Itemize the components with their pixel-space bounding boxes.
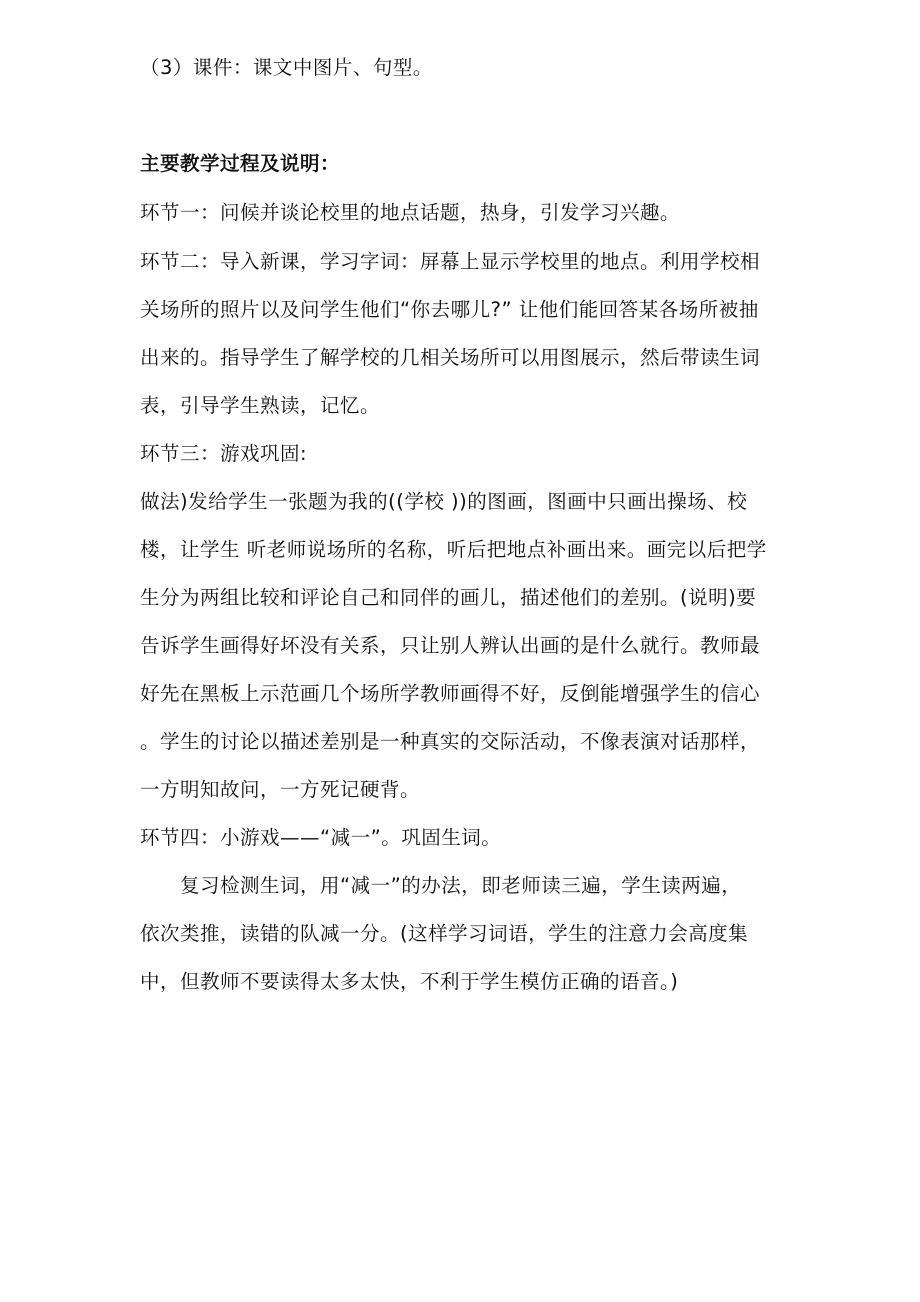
step3-line: 一方明知故问，一方死记硬背。	[140, 778, 421, 801]
section-heading: 主要教学过程及说明：	[140, 152, 341, 175]
step2-line: 关场所的照片以及问学生他们“你去哪儿?” 让他们能回答某各场所被抽	[140, 298, 759, 321]
step4-line: 中，但教师不要读得太多太快，不利于学生模仿正确的语音。)	[140, 970, 679, 993]
step4-line: 依次类推，读错的队减一分。(这样学习词语，学生的注意力会高度集	[140, 922, 749, 945]
step3-line: 告诉学生画得好坏没有关系，只让别人辨认出画的是什么就行。教师最	[140, 634, 761, 657]
step3-line: 生分为两组比较和评论自己和同伴的画儿，描述他们的差别。(说明)要	[140, 586, 757, 609]
step3-line: 好先在黑板上示范画几个场所学教师画得不好，反倒能增强学生的信心	[140, 682, 761, 705]
step2-line: 表，引导学生熟读，记忆。	[140, 394, 381, 417]
step3-line: 做法)发给学生一张题为我的((学校 ))的图画，图画中只画出操场、校	[140, 490, 748, 513]
step4-line: 复习检测生词，用“减一”的办法，即老师读三遍，学生读两遍，	[180, 874, 742, 897]
step3-line: 。学生的讨论以描述差别是一种真实的交际活动，不像表演对话那样，	[140, 730, 761, 753]
materials-line: （3）课件：课文中图片、句型。	[140, 56, 433, 79]
step1-text: 环节一：问候并谈论校里的地点话题，热身，引发学习兴趣。	[140, 201, 681, 224]
step3-title: 环节三：游戏巩固:	[140, 442, 308, 465]
step2-line: 出来的。指导学生了解学校的几相关场所可以用图展示，然后带读生词	[140, 346, 761, 369]
step2-line: 环节二：导入新课，学习字词：屏幕上显示学校里的地点。利用学校相	[140, 250, 761, 273]
step3-line: 楼，让学生 听老师说场所的名称，听后把地点补画出来。画完以后把学	[140, 538, 767, 561]
step4-title: 环节四：小游戏——“减一”。巩固生词。	[140, 826, 502, 849]
